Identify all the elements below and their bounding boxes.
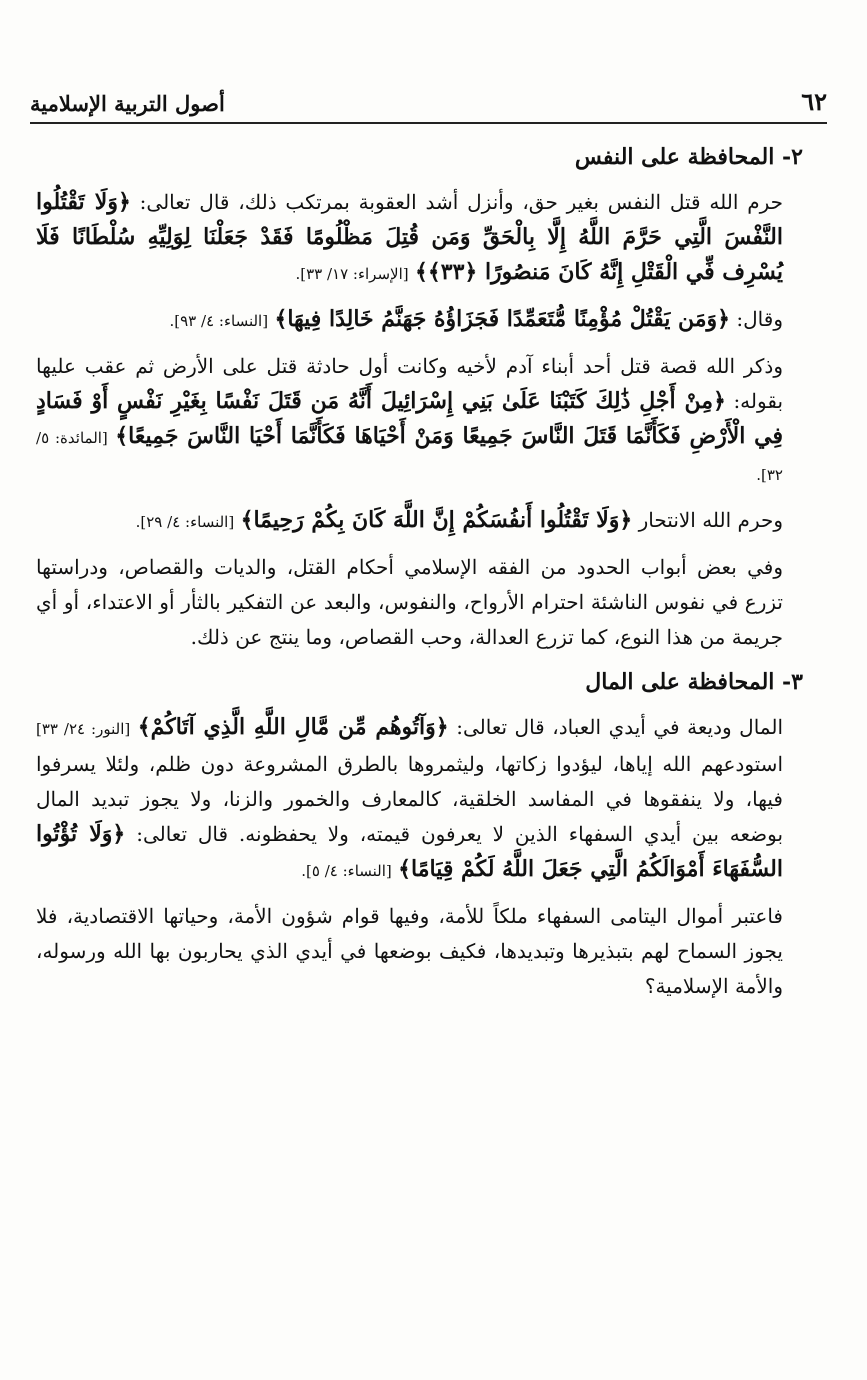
verse-reference: [النساء: ٤/ ٥]. <box>301 862 392 880</box>
verse-reference: [الإسراء: ١٧/ ٣٣]. <box>295 265 409 283</box>
quran-verse: ﴿وَلَا تُؤْتُوا السُّفَهَاءَ أَمْوَالَكُمُ الَّتِي جَعَلَ اللَّهُ لَكُمْ قِيَامًا﴾ <box>36 821 783 882</box>
verse-reference: [المائدة: ٥/ ٣٢]. <box>36 429 783 484</box>
paragraph-orphans-wealth: فاعتبر أموال اليتامى السفهاء ملكاً للأمة، وفيها قوام شؤون الأمة، وحياتها الاقتصادية، فلا يجوز السماح لهم بتبذيرها وتبديدها، فكيف بوضعها في أيدي الذي يحاربون بها الله ورسوله، والأمة الإسلامية؟ <box>36 904 783 998</box>
paragraph-text: استودعهم الله إياها، ليؤدوا زكاتها، وليثمروها بالطرق المشروعة دون ظلم، ولئلا يسرفوا فيها، ولا ينفقوها في المفاسد الخلقية، كالمعارف والخمور والزنا، ولا يجوز تبديد المال بوضعه بين أيدي السفهاء الذين لا يعرفون قيمته، ولا يحفظونه. قال تعالى: <box>36 752 784 846</box>
quran-verse: ﴿وَلَا تَقْتُلُوا النَّفْسَ الَّتِي حَرَّمَ اللَّهُ إِلَّا بِالْحَقِّ وَمَن قُتِلَ مَظْلُومًا فَقَدْ جَعَلْنَا لِوَلِيِّهِ سُلْطَانًا فَلَا يُسْرِف فِّي الْقَتْلِ إِنَّهُ كَانَ مَنصُورًا ﴿٣٣﴾﴾ <box>36 189 783 285</box>
quran-verse: ﴿مِنْ أَجْلِ ذَٰلِكَ كَتَبْنَا عَلَىٰ بَنِي إِسْرَائِيلَ أَنَّهُ مَن قَتَلَ نَفْسًا بِغَيْرِ نَفْسٍ أَوْ فَسَادٍ فِي الْأَرْضِ فَكَأَنَّمَا قَتَلَ النَّاسَ جَمِيعًا وَمَنْ أَحْيَاهَا فَكَأَنَّمَا أَحْيَا النَّاسَ جَمِيعًا﴾ <box>36 388 784 449</box>
paragraph-text: وحرم الله الانتحار <box>638 508 783 532</box>
paragraph-text: المال وديعة في أيدي العباد، قال تعالى: <box>456 715 784 739</box>
paragraph-wealth-trust <box>36 710 809 889</box>
page-body <box>36 140 809 1014</box>
quran-verse: ﴿وَلَا تَقْتُلُوا أَنفُسَكُمْ إِنَّ اللَّهَ كَانَ بِكُمْ رَحِيمًا﴾ <box>240 507 633 533</box>
verse-reference: [النساء: ٤/ ٢٩]. <box>135 513 235 531</box>
page-header <box>30 72 827 124</box>
verse-reference: [النور: ٢٤/ ٣٣] <box>36 720 131 738</box>
paragraph-prohibition-of-killing <box>36 185 809 292</box>
paragraph-sons-of-adam <box>36 349 809 493</box>
section-heading-protect-self: ٢- المحافظة على النفس <box>574 144 803 170</box>
paragraph-text: وقال: <box>736 307 783 331</box>
verse-reference: [النساء: ٤/ ٩٣]. <box>169 312 269 330</box>
quran-verse: ﴿وَمَن يَقْتُلْ مُؤْمِنًا مُّتَعَمِّدًا فَجَزَاؤُهُ جَهَنَّمُ خَالِدًا فِيهَا﴾ <box>274 306 731 332</box>
section-heading-protect-wealth: ٣- المحافظة على المال <box>585 669 803 695</box>
page-number: ٦٢ <box>801 87 827 116</box>
quran-verse: ﴿وَآتُوهُم مِّن مَّالِ اللَّهِ الَّذِي آتَاكُمْ﴾ <box>137 714 449 740</box>
paragraph-suicide <box>36 503 809 540</box>
paragraph-text: وذكر الله قصة قتل أحد أبناء آدم لأخيه وكانت أول حادثة قتل على الأرض ثم عقب عليها بقوله: <box>36 354 784 413</box>
book-title: أصول التربية الإسلامية <box>30 91 225 116</box>
paragraph-text: حرم الله قتل النفس بغير حق، وأنزل أشد العقوبة بمرتكب ذلك، قال تعالى: <box>139 190 784 214</box>
paragraph-deliberate-killing <box>36 302 809 339</box>
paragraph-jurisprudence: وفي بعض أبواب الحدود من الفقه الإسلامي أحكام القتل، والديات والقصاص، ودراستها تزرع في نفوس الناشئة احترام الأرواح، والنفوس، والبعد عن التفكير بالثأر أو الاعتداء، أو أي جريمة من هذا النوع، كما تزرع العدالة، وحب القصاص، وما ينتج عن ذلك. <box>36 555 783 649</box>
